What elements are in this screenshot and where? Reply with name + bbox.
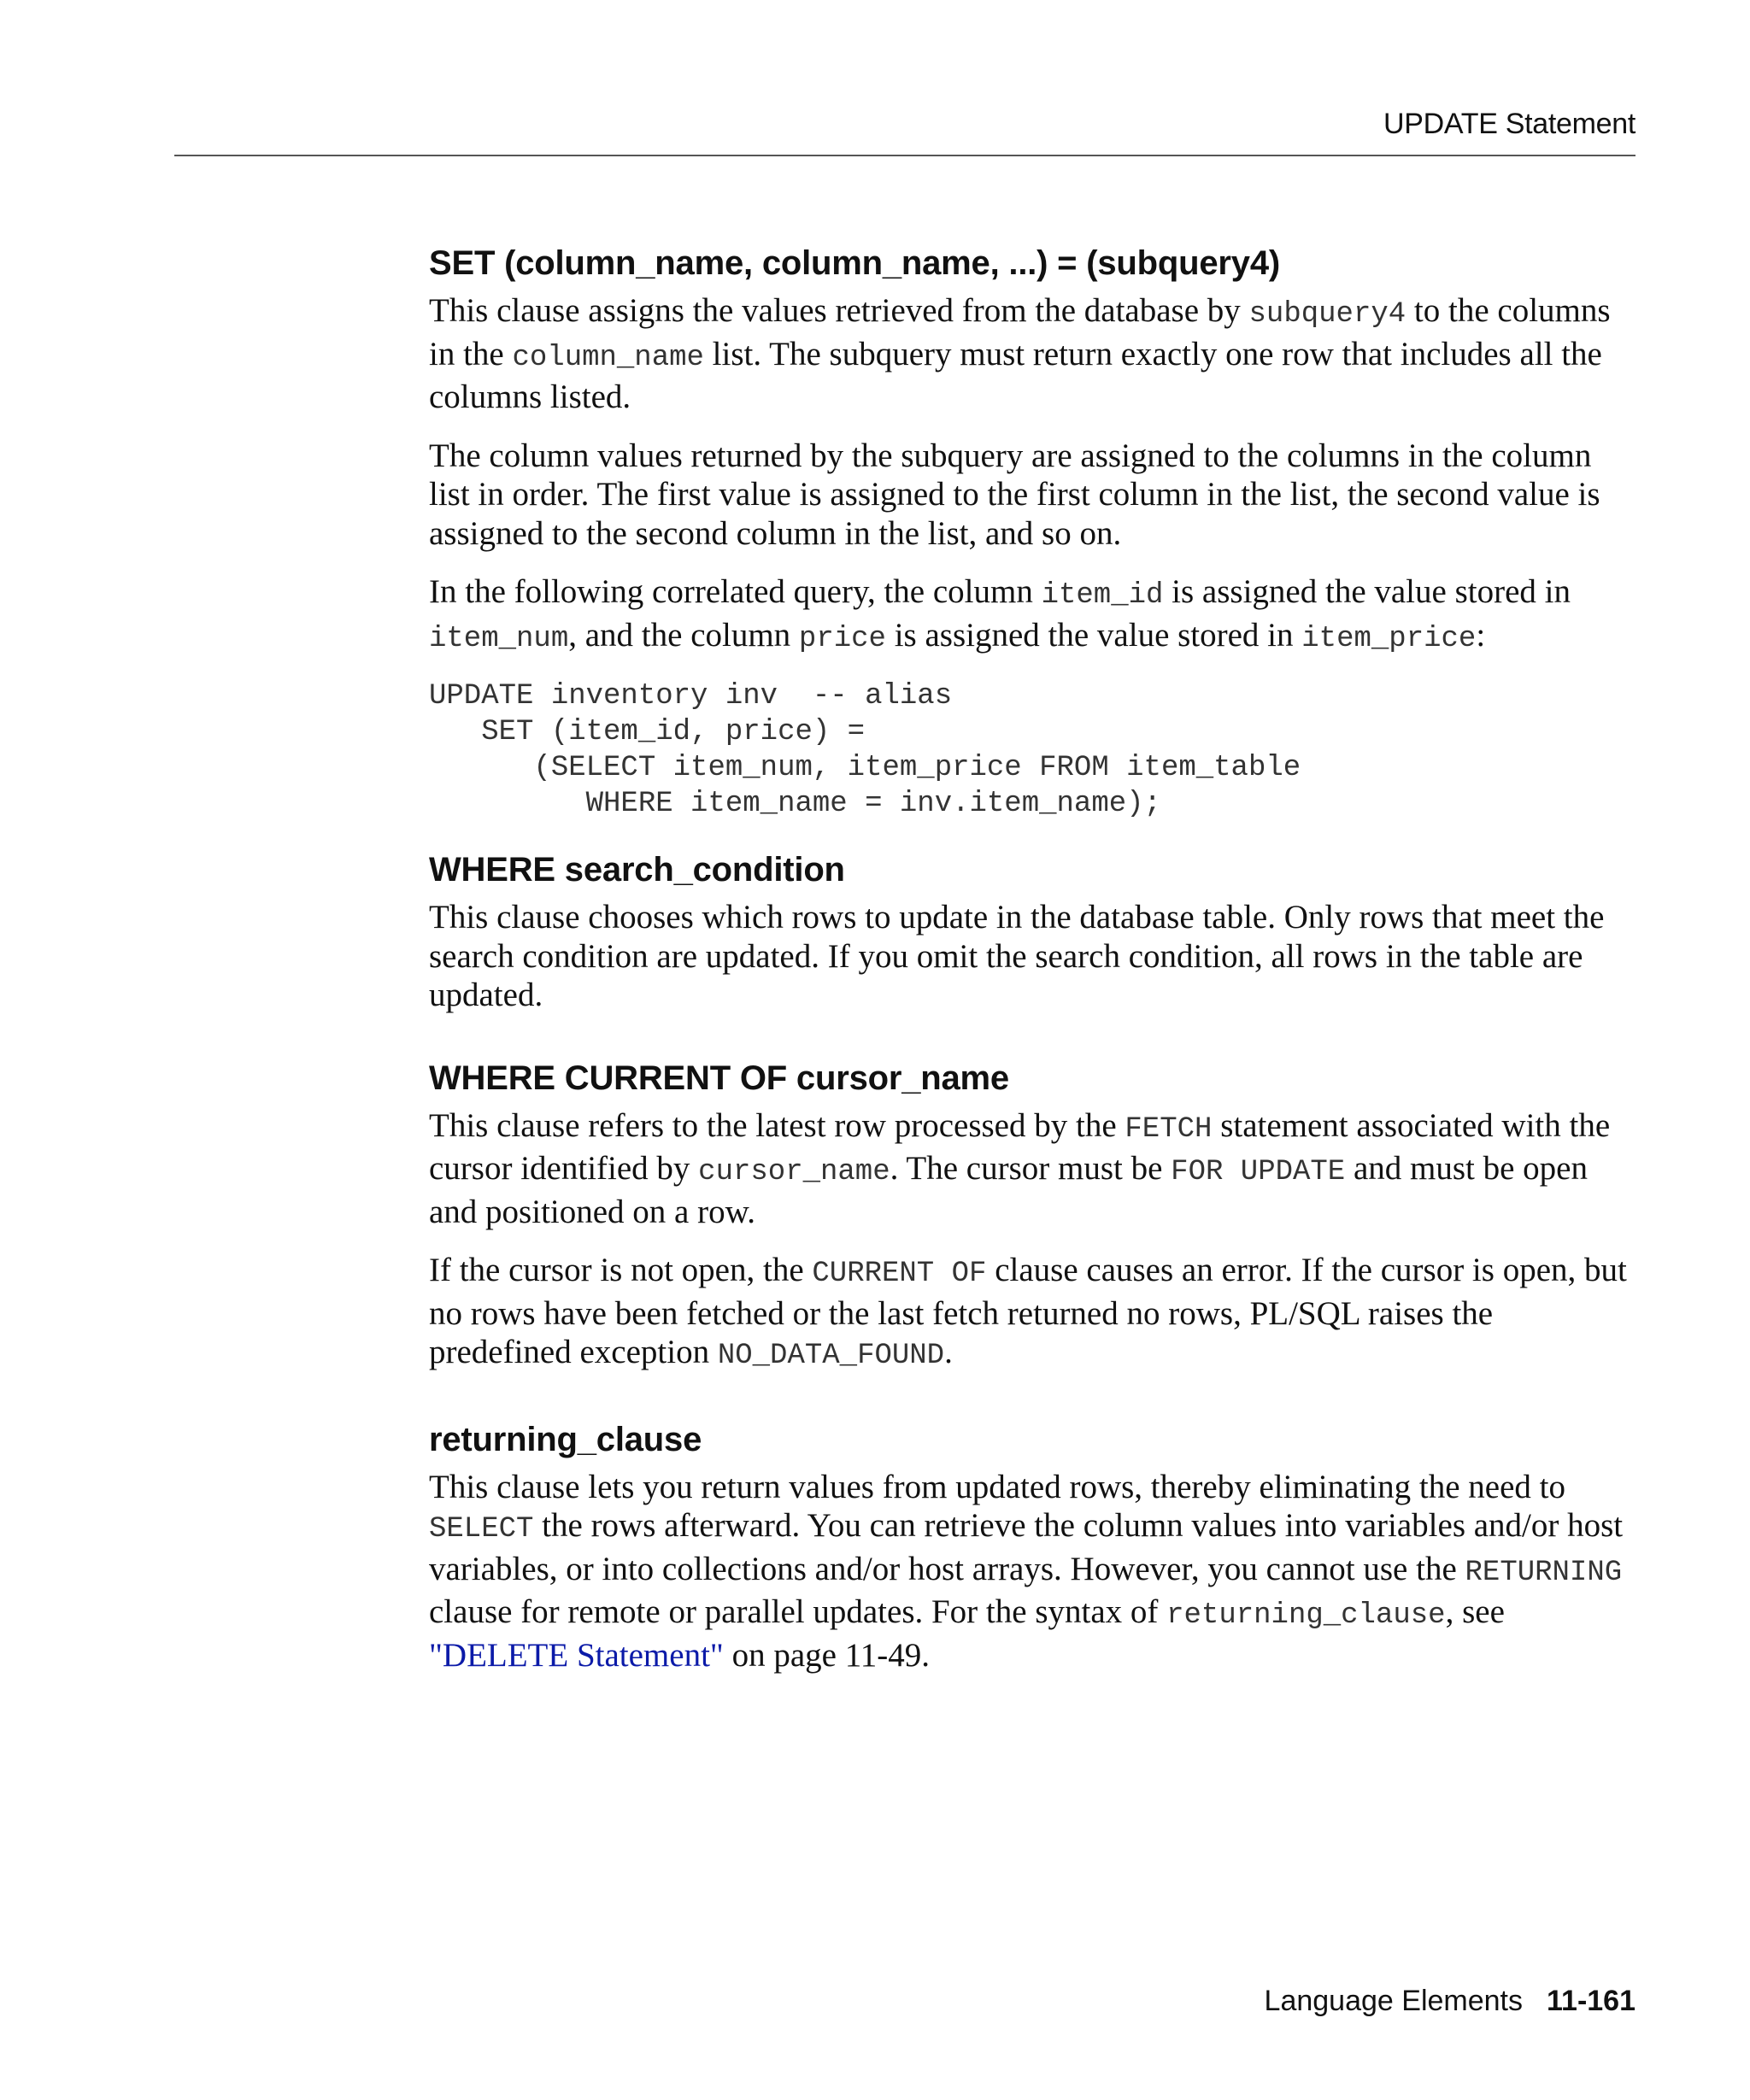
inline-code: subquery4 <box>1248 298 1406 331</box>
page-number: 11-161 <box>1547 1985 1635 2017</box>
inline-code: column_name <box>512 341 704 374</box>
inline-code: RETURNING <box>1465 1556 1623 1589</box>
header-divider <box>174 155 1635 156</box>
section-heading-where: WHERE search_condition <box>429 851 845 889</box>
inline-code: FOR UPDATE <box>1171 1156 1346 1188</box>
section-heading-current-of: WHERE CURRENT OF cursor_name <box>429 1059 1009 1097</box>
page-footer <box>1265 1985 1635 2018</box>
running-header: UPDATE Statement <box>1383 108 1635 140</box>
footer-section-title: Language Elements <box>1264 1985 1523 2017</box>
page-content <box>429 244 1635 1694</box>
current-of-paragraph-2: If the cursor is not open, the CURRENT OF clause causes an error. If the cursor is open, but no rows have been fetched or the last fetch returned no rows, PL/SQL raises the predefined exception NO_DATA_FOUND. <box>429 1252 1627 1372</box>
code-example: UPDATE inventory inv -- alias SET (item_id, price) = (SELECT item_num, item_price FROM item_table WHERE item_name = inv.item_name); <box>429 680 1301 820</box>
inline-code: returning_clause <box>1166 1599 1446 1632</box>
section-heading-returning: returning_clause <box>429 1420 702 1458</box>
delete-statement-link[interactable]: "DELETE Statement" <box>429 1636 724 1674</box>
inline-code: cursor_name <box>698 1156 890 1188</box>
inline-code: CURRENT OF <box>812 1258 987 1290</box>
where-paragraph-1: This clause chooses which rows to update in the database table. Only rows that meet the search condition are updated. If you omit the search condition, all rows in the table are updated. <box>429 899 1605 1013</box>
inline-code: price <box>798 622 886 655</box>
current-of-paragraph-1: This clause refers to the latest row processed by the FETCH statement associated with the cursor identified by cursor_name. The cursor must be FOR UPDATE and must be open and positioned on a row. <box>429 1106 1611 1230</box>
set-paragraph-1: This clause assigns the values retrieved from the database by subquery4 to the columns in the column_name list. The subquery must return exactly one row that includes all the columns listed. <box>429 292 1611 415</box>
inline-code: SELECT <box>429 1513 534 1546</box>
inline-code: item_id <box>1041 579 1164 612</box>
inline-code: item_num <box>429 622 569 655</box>
inline-code: NO_DATA_FOUND <box>717 1340 945 1372</box>
inline-code: FETCH <box>1125 1112 1213 1146</box>
set-paragraph-2: The column values returned by the subquery are assigned to the columns in the column list in order. The first value is assigned to the first column in the list, the second value is assigned to the second column in the list, and so on. <box>429 437 1600 552</box>
section-heading-set: SET (column_name, column_name, ...) = (subquery4) <box>429 244 1280 282</box>
returning-paragraph-1: This clause lets you return values from updated rows, thereby eliminating the need to SELECT the rows afterward. You can retrieve the column values into variables and/or host variables, or into collections and/or host arrays. However, you cannot use the RETURNING clause for remote or parallel updates. For the syntax of returning_clause, see "DELETE Statement" on page 11-49. <box>429 1468 1624 1674</box>
set-paragraph-3: In the following correlated query, the column item_id is assigned the value stored in item_num, and the column price is assigned the value stored in item_price: <box>429 573 1571 655</box>
inline-code: item_price <box>1301 622 1477 655</box>
